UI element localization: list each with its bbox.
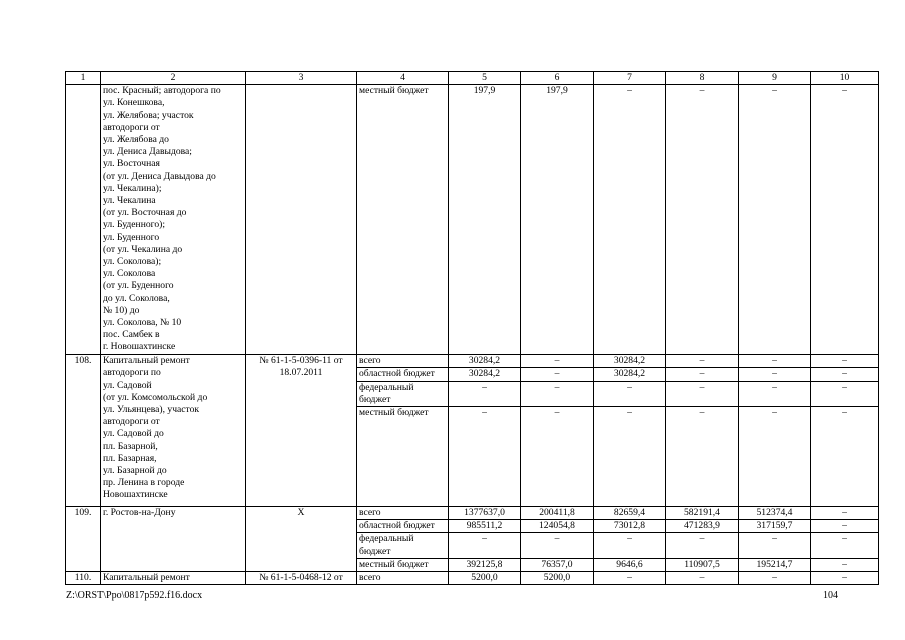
value-cell: – xyxy=(666,381,739,406)
value-cell: – xyxy=(521,533,594,558)
value-cell: – xyxy=(666,572,739,585)
table-row xyxy=(66,85,879,355)
item-number: 110. xyxy=(66,572,101,585)
budget-table xyxy=(65,71,879,585)
header-cell: 7 xyxy=(594,72,666,85)
table-row xyxy=(66,355,879,368)
value-cell: – xyxy=(811,572,879,585)
value-cell: – xyxy=(739,381,811,406)
value-cell: – xyxy=(739,368,811,381)
item-number: 109. xyxy=(66,507,101,572)
funding-source: всего xyxy=(357,355,449,368)
page-number: 104 xyxy=(823,590,838,601)
value-cell: – xyxy=(666,533,739,558)
value-cell: 110907,5 xyxy=(666,558,739,571)
value-cell: 582191,4 xyxy=(666,507,739,520)
value-cell: 76357,0 xyxy=(521,558,594,571)
funding-source: всего xyxy=(357,572,449,585)
value-cell: 124054,8 xyxy=(521,520,594,533)
value-cell: 30284,2 xyxy=(449,368,521,381)
header-cell: 9 xyxy=(739,72,811,85)
funding-source: федеральный бюджет xyxy=(357,381,449,406)
value-cell: – xyxy=(521,368,594,381)
value-cell: – xyxy=(594,572,666,585)
header-cell: 2 xyxy=(101,72,246,85)
value-cell: – xyxy=(666,407,739,507)
value-cell: 73012,8 xyxy=(594,520,666,533)
funding-source: местный бюджет xyxy=(357,407,449,507)
value-cell: – xyxy=(811,520,879,533)
value-cell: 30284,2 xyxy=(594,355,666,368)
value-cell: 197,9 xyxy=(521,85,594,355)
value-cell: 317159,7 xyxy=(739,520,811,533)
value-cell: 471283,9 xyxy=(666,520,739,533)
value-cell: – xyxy=(811,407,879,507)
header-cell: 10 xyxy=(811,72,879,85)
item-number xyxy=(66,85,101,355)
value-cell: 5200,0 xyxy=(449,572,521,585)
object-name: пос. Красный; автодорога по ул. Конешкова, ул. Желябова; участок автодороги от ул. Желябова до ул. Дениса Давыдова; ул. Восточная (от ул. Дениса Давыдова до ул. Чекалина); ул. Чекалина (от ул. Восточная до ул. Буденного); ул. Буденного (от ул. Чекалина до ул. Соколова); ул. Соколова (от ул. Буденного до ул. Соколова, № 10) до ул. Соколова, № 10 пос. Самбек в г. Новошахтинске xyxy=(101,85,246,355)
document-ref: № 61-1-5-0468-12 от xyxy=(246,572,357,585)
value-cell: – xyxy=(739,407,811,507)
footer-file-path: Z:\ORST\Ppo\0817p592.f16.docx xyxy=(66,590,203,601)
funding-source: областной бюджет xyxy=(357,368,449,381)
document-ref: Х xyxy=(246,507,357,572)
object-name: Капитальный ремонт xyxy=(101,572,246,585)
value-cell: – xyxy=(739,533,811,558)
value-cell: – xyxy=(811,533,879,558)
value-cell: 82659,4 xyxy=(594,507,666,520)
value-cell: 30284,2 xyxy=(594,368,666,381)
value-cell: – xyxy=(666,85,739,355)
value-cell: – xyxy=(811,558,879,571)
header-cell: 3 xyxy=(246,72,357,85)
value-cell: – xyxy=(449,407,521,507)
value-cell: – xyxy=(521,355,594,368)
value-cell: 392125,8 xyxy=(449,558,521,571)
funding-source: федеральный бюджет xyxy=(357,533,449,558)
value-cell: – xyxy=(739,572,811,585)
value-cell: – xyxy=(521,381,594,406)
object-name: г. Ростов-на-Дону xyxy=(101,507,246,572)
value-cell: – xyxy=(449,381,521,406)
value-cell: 512374,4 xyxy=(739,507,811,520)
value-cell: 985511,2 xyxy=(449,520,521,533)
value-cell: 9646,6 xyxy=(594,558,666,571)
value-cell: 1377637,0 xyxy=(449,507,521,520)
value-cell: – xyxy=(594,407,666,507)
funding-source: областной бюджет xyxy=(357,520,449,533)
value-cell: – xyxy=(594,533,666,558)
value-cell: – xyxy=(739,85,811,355)
value-cell: – xyxy=(594,85,666,355)
header-row xyxy=(66,72,879,85)
value-cell: 197,9 xyxy=(449,85,521,355)
document-ref: № 61-1-5-0396-11 от 18.07.2011 xyxy=(246,355,357,507)
object-name: Капитальный ремонт автодороги по ул. Садовой (от ул. Комсомольской до ул. Ульянцева), участок автодороги от ул. Садовой до пл. Базарной, пл. Базарная, ул. Базарной до пр. Ленина в городе Новошахтинске xyxy=(101,355,246,507)
value-cell: – xyxy=(811,355,879,368)
value-cell: – xyxy=(811,507,879,520)
header-cell: 1 xyxy=(66,72,101,85)
value-cell: – xyxy=(449,533,521,558)
value-cell: – xyxy=(739,355,811,368)
header-cell: 4 xyxy=(357,72,449,85)
value-cell: 200411,8 xyxy=(521,507,594,520)
value-cell: – xyxy=(811,381,879,406)
header-cell: 6 xyxy=(521,72,594,85)
table-row xyxy=(66,572,879,585)
value-cell: – xyxy=(666,355,739,368)
funding-source: всего xyxy=(357,507,449,520)
value-cell: 195214,7 xyxy=(739,558,811,571)
funding-source: местный бюджет xyxy=(357,85,449,355)
value-cell: – xyxy=(811,85,879,355)
value-cell: – xyxy=(666,368,739,381)
value-cell: – xyxy=(811,368,879,381)
value-cell: – xyxy=(521,407,594,507)
item-number: 108. xyxy=(66,355,101,507)
funding-source: местный бюджет xyxy=(357,558,449,571)
header-cell: 5 xyxy=(449,72,521,85)
value-cell: 30284,2 xyxy=(449,355,521,368)
table-row xyxy=(66,507,879,520)
document-ref xyxy=(246,85,357,355)
value-cell: 5200,0 xyxy=(521,572,594,585)
value-cell: – xyxy=(594,381,666,406)
header-cell: 8 xyxy=(666,72,739,85)
